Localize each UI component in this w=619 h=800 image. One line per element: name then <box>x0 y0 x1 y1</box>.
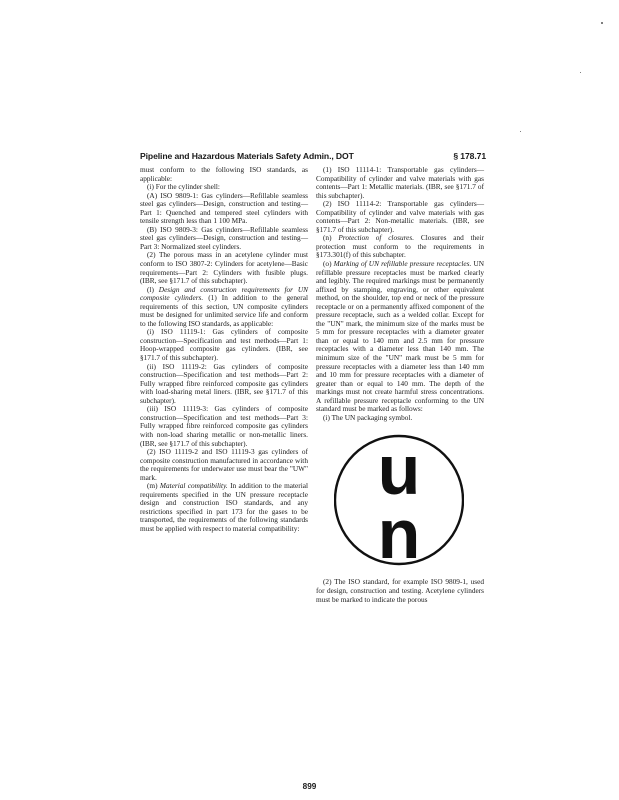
scan-speck <box>580 72 581 73</box>
paragraph: (2) The porous mass in an acetylene cylinder must conform to ISO 3807-2: Cylinders for acetylene—Basic requirements—Part 2: Cylinders with fusible plugs. (IBR, see §171.7 of this subchapter). <box>140 250 308 286</box>
paragraph: (2) The ISO standard, for example ISO 9809-1, used for design, construction and testing. Acetylene cylinders must be marked to indicate the porous <box>316 577 484 604</box>
paragraph: (B) ISO 9809-3: Gas cylinders—Refillable seamless steel gas cylinders—Design, construction and testing—Part 3: Normalized steel cylinders. <box>140 224 308 251</box>
header-section: § 178.71 <box>453 151 486 161</box>
paragraph: (iii) ISO 11119-3: Gas cylinders of composite construction—Specification and test methods—Part 3: Fully wrapped fibre reinforced composite gas cylinders with non-load sharing metallic or non-metallic liners. (IBR, see §171.7 of this subchapter). <box>140 404 308 448</box>
paragraph: (2) ISO 11119-2 and ISO 11119-3 gas cylinders of composite construction manufactured in accordance with the requirements for underwater use must bear the "UW" mark. <box>140 447 308 482</box>
un-packaging-symbol <box>316 428 484 578</box>
un-symbol-icon <box>334 428 464 573</box>
scan-speck <box>601 22 603 24</box>
un-symbol-letter-n: n <box>377 495 421 574</box>
paragraph: must conform to the following ISO standards, as applicable: <box>140 165 308 183</box>
paragraph: (i) For the cylinder shell: <box>147 182 220 192</box>
paragraph: (1) ISO 11114-1: Transportable gas cylinders—Compatibility of cylinder and valve materials with gas contents—Part 1: Metallic materials. (IBR, see §171.7 of this subchapter). <box>316 165 484 200</box>
scan-speck <box>520 131 521 132</box>
paragraph: (ii) ISO 11119-2: Gas cylinders of composite construction—Specification and test methods—Part 2: Fully wrapped fibre reinforced composite gas cylinders with load-sharing metal liners. (IBR, see §171.7 of this subchapter). <box>140 361 308 405</box>
running-header <box>140 151 486 161</box>
left-column <box>140 166 308 534</box>
paragraph: (m) Material compatibility. In addition to the material requirements specified in the UN pressure receptacle design and construction ISO standards, and any restrictions specified in part 173 for the gases to be transported, the requirements of the following standards must be applied with respect to material compatibility: <box>140 481 308 533</box>
un-symbol-letter-u: u <box>377 431 421 510</box>
paragraph: (2) ISO 11114-2: Transportable gas cylinders—Compatibility of cylinder and valve materials with gas contents—Part 2: Non-metallic materials. (IBR, see §171.7 of this subchapter). <box>316 199 484 234</box>
paragraph: (n) Protection of closures. Closures and their protection must conform to the requirements in §173.301(f) of this subchapter. <box>316 233 484 260</box>
paragraph: (o) Marking of UN refillable pressure receptacles. UN refillable pressure receptacles must be marked clearly and legibly. The required markings must be permanently affixed by stamping, engraving, or other equivalent method, on the shoulder, top end or neck of the pressure receptacle or on a permanently affixed component of the pressure receptacle, such as a welded collar. Except for the "UN" mark, the minimum size of the marks must be 5 mm for pressure receptacles with a diameter greater than or equal to 140 mm and 2.5 mm for pressure receptacles with a diameter less than 140 mm. The minimum size of the "UN" mark must be 5 mm for pressure receptacles with a diameter less than 140 mm and 10 mm for pressure receptacles with a diameter of greater than or equal to 140 mm. The depth of the markings must not create harmful stress concentrations. A refillable pressure receptacle conforming to the UN standard must be marked as follows: <box>316 259 484 414</box>
right-column <box>316 166 484 604</box>
paragraph: (l) Design and construction requirements for UN composite cylinders. (1) In addition to the general requirements of this section, UN composite cylinders must be designed for unlimited service life and conform to the following ISO standards, as applicable: <box>140 284 308 328</box>
paragraph: (i) ISO 11119-1: Gas cylinders of composite construction—Specification and test methods—Part 1: Hoop-wrapped composite gas cylinders. (IBR, see §171.7 of this subchapter). <box>140 327 308 363</box>
page-number: 899 <box>302 782 317 791</box>
header-agency: Pipeline and Hazardous Materials Safety Admin., DOT <box>140 151 354 161</box>
paragraph: (i) The UN packaging symbol. <box>323 412 413 422</box>
paragraph: (A) ISO 9809-1: Gas cylinders—Refillable seamless steel gas cylinders—Design, construction and testing—Part 1: Quenched and tempered steel cylinders with tensile strength less than 1 100 MPa. <box>140 190 308 226</box>
